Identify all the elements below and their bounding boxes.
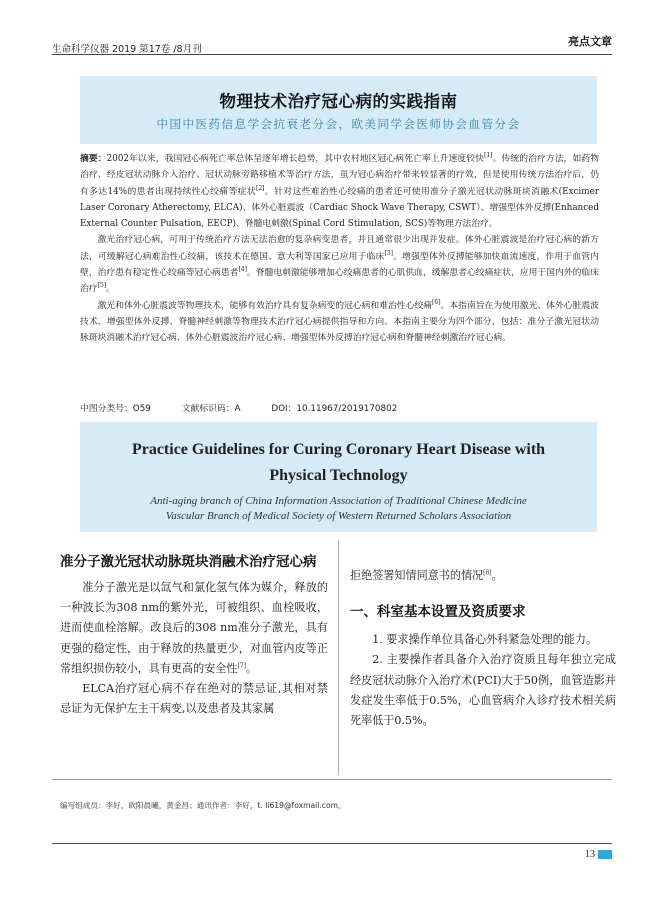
doi: DOI：10.11967/2019170802 (271, 404, 398, 414)
document-code: 文献标识码：A (181, 404, 241, 414)
abstract-paragraph-1 (80, 151, 599, 232)
section-heading: 一、科室基本设置及资质要求 (350, 604, 526, 621)
clc-number: 中图分类号：O59 (80, 404, 151, 414)
body-text: 。 (491, 569, 503, 582)
body-paragraph: ELCA治疗冠心病不存在绝对的禁忌证,其相对禁忌证为无保护左主干病变,以及患者及其家属 (60, 682, 328, 716)
abstract-label: 摘要： (80, 154, 107, 164)
body-text: 准分子激光是以氙气和氯化氢气体为媒介，释放的一种波长为308 nm的紫外光，可被组织、血栓吸收，进而使血栓溶解。改良后的308 nm准分子激光，具有更强的稳定性，由于释放的热量更少，对血管内皮等正常组织损伤较小，具有更高的安全性 (60, 581, 328, 675)
abstract-text: 。 (106, 284, 115, 295)
citation-ref: [1] (484, 152, 493, 160)
requirement-item: 1. 要求操作单位具备心外科紧急处理的能力。 (372, 633, 598, 647)
body-paragraph (350, 566, 616, 586)
body-text: 。 (246, 661, 258, 675)
author-organizations-en (80, 494, 597, 524)
abstract-text: 。增强型体外反搏能够加快血流速度，作用于血管内壁，治疗患有稳定性心绞痛等冠心病患者 (80, 251, 599, 279)
abstract-text: 。传统的治疗方法，如药物治疗、经皮冠状动脉介入治疗、冠状动脉旁路移植术等治疗方法，虽为冠心病治疗带来较显著的疗效，但是使用传统方法治疗后，仍有多达14%的患者出现持续性心绞痛等症状 (80, 154, 599, 197)
citation-ref: [6] (432, 298, 441, 306)
abstract (80, 151, 599, 347)
citation-ref: [2] (256, 184, 265, 192)
title-en-line: Practice Guidelines for Curing Coronary Heart Disease with (131, 441, 546, 458)
article-title-zh: 物理技术治疗冠心病的实践指南 (219, 92, 458, 111)
abstract-paragraph-3 (80, 298, 599, 347)
english-title-box (80, 422, 597, 532)
header-divider (52, 54, 612, 55)
citation-ref: [7] (237, 662, 247, 670)
body-text: 拒绝签署知情同意书的情况 (350, 569, 484, 582)
org-en-line: Vascular Branch of Medical Society of Western Returned Scholars Association (165, 510, 512, 522)
footnote: 编写组成员：李好，欧阳晨曦，黄金昌；通讯作者：李好，t. li619@foxmail.com。 (60, 801, 346, 810)
column-label: 亮点文章 (568, 35, 612, 48)
journal-header: 生命科学仪器 2019 第17卷 /8月刊 (52, 44, 202, 55)
title-en-line: Physical Technology (269, 467, 408, 484)
abstract-paragraph-2 (80, 232, 599, 297)
abstract-text: 2002年以来，我国冠心病死亡率总体呈逐年增长趋势，其中农村地区冠心病死亡率上升速度较快 (106, 154, 485, 164)
citation-ref: [4] (238, 266, 247, 274)
abstract-text: 。针对这些难治性心绞痛的患者还可使用准分子激光冠状动脉斑块消融术(Excimer Laser Coronary Atherectomy, ELCA)、体外心脏震波（Cardiac Shock Wave Therapy, CSWT）、增强型体外反搏(Enhanced External Counter Pulsation, EECP)、脊髓电刺激(Spinal Cord Stimulation, SCS)等物理方法治疗。 (80, 186, 599, 230)
abstract-text: 。脊髓电刺激能够增加心绞痛患者的心肌供血，缓解患者心绞痛症状，应用于国内外的临床治疗 (80, 268, 599, 295)
left-column (60, 550, 328, 719)
classification-line (80, 401, 425, 414)
article-title-en (80, 437, 597, 489)
abstract-text: 。本指南旨在为使用激光、体外心脏震波技术、增强型体外反搏、脊髓神经刺激等物理技术治疗冠心病提供指导和方向。本指南主要分为四个部分，包括：准分子激光冠状动脉斑块消融术治疗冠心病、体外心脏震波治疗冠心病、增强型体外反搏治疗冠心病和脊髓神经刺激治疗冠心病。 (80, 300, 599, 344)
footer-divider (52, 843, 612, 844)
footnote-divider (52, 779, 612, 780)
requirement-item: 2. 主要操作者具备介入治疗资质且每年独立完成经皮冠状动脉介入治疗术(PCI)大于50例，血管造影并发症发生率低于0.5%，心血管病介入诊疗技术相关病死率低于0.5%。 (350, 653, 616, 728)
citation-ref: [8] (483, 569, 492, 577)
citation-ref: [5] (97, 282, 107, 290)
section-heading: 准分子激光冠状动脉斑块消融术治疗冠心病 (60, 554, 317, 570)
right-column (350, 566, 616, 731)
citation-ref: [3] (384, 249, 393, 257)
page-marker (598, 850, 612, 859)
abstract-text: 激光治疗冠心病，可用于传统治疗方法无法治愈的复杂病变患者，并且通常很少出现并发症。体外心脏震波是治疗冠心病的新方法，可缓解冠心病难治性心绞痛，该技术在德国、意大利等国家已应用于临床 (80, 235, 599, 262)
body-paragraph (60, 578, 328, 679)
page-number: 13 (585, 849, 595, 860)
abstract-text: 激光和体外心脏震波等物理技术，能够有效治疗具有复杂病变的冠心病和难治性心绞痛 (97, 300, 433, 311)
author-organizations-zh: 中国中医药信息学会抗衰老分会，欧美同学会医师协会血管分会 (156, 117, 521, 131)
column-divider (338, 540, 339, 775)
org-en-line: Anti-aging branch of China Information Association of Traditional Chinese Medicine (150, 495, 527, 507)
chinese-title-box (80, 76, 597, 144)
